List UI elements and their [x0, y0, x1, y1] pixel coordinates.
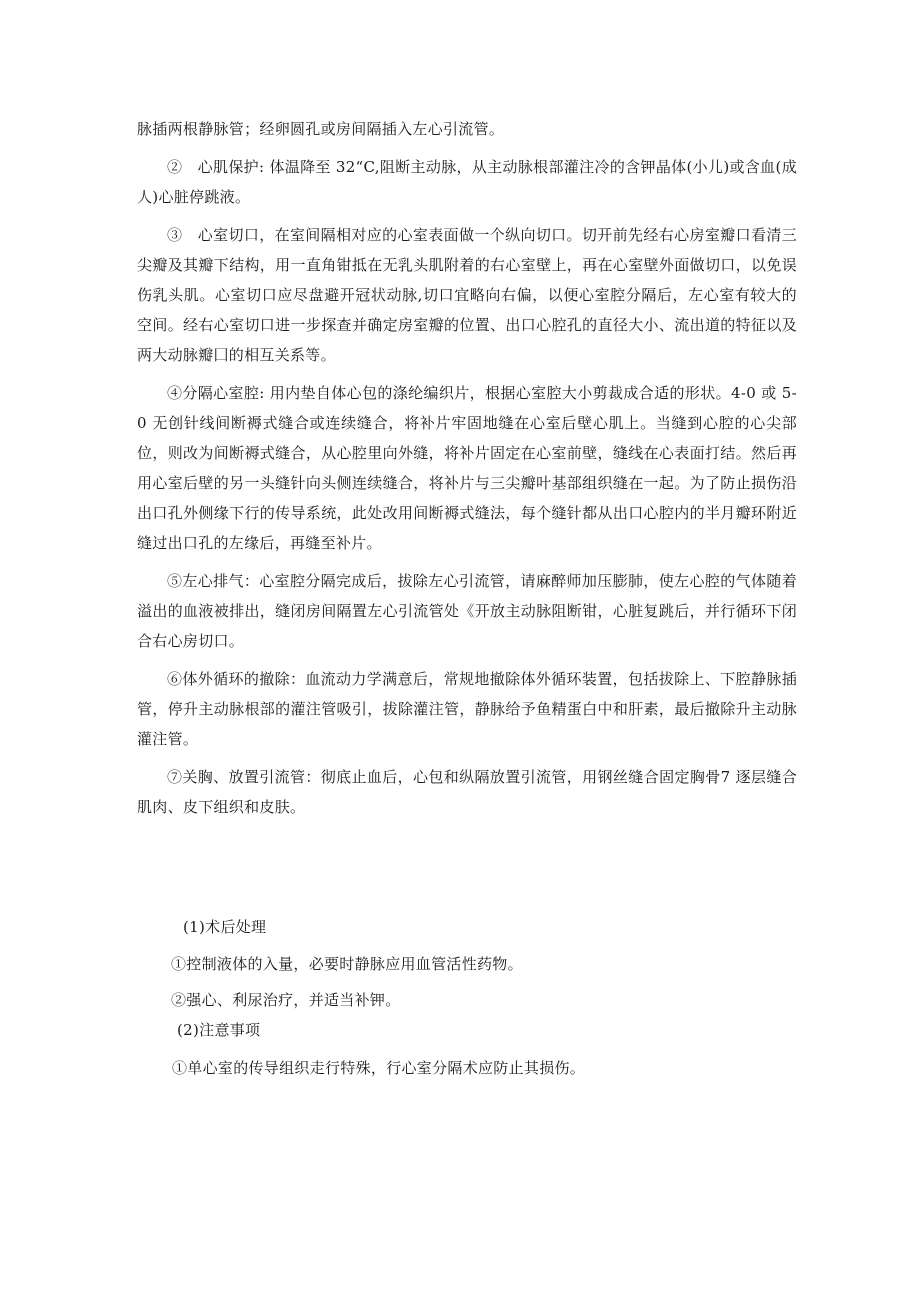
paragraph-ventricular-incision: ③ 心室切口，在室间隔相对应的心室表面做一个纵向切口。切开前先经右心房室瓣口看清三尖瓣及其瓣下结构，用一直角钳抵在无乳头肌附着的右心室壁上，再在心室壁外面做切口，以免误伤乳头肌。心室切口应尽盘避开冠状动脉,切口宜略向右偏，以便心室腔分隔后，左心室有较大的空间。经右心室切口进一步探查并确定房室瓣的位置、出口心腔孔的直径大小、流出道的特征以及两大动脉瓣囗的相互关系等。	[137, 226, 797, 364]
heading-precautions: (2)注意事项	[177, 1021, 261, 1039]
paragraph-myocardial-protection: ② 心肌保护: 体温降至 32“C,阻断主动脉，从主动脉根部灌注冷的含钾晶体(小儿)或含血(成人)心脏停跳液。	[137, 158, 797, 206]
heading-postoperative-care: (1)术后处理	[183, 918, 267, 936]
paragraph-ventricular-septation: ④分隔心室腔: 用内垫自体心包的涤纶编织片，根据心室腔大小剪裁成合适的形状。4-0 或 5-0 无创针线间断褥式缝合或连续缝合，将补片牢固地缝在心室后壁心肌上。当缝到心腔的心尖部位，则改为间断褥式缝合，从心腔里向外缝，将补片固定在心室前壁，缝线在心表面打结。然后再用心室后壁的另一头缝针向头侧连续缝合，将补片与三尖瓣叶基部组织缝在一起。为了防止损伤沿出口孔外侧缘下行的传导系统，此处改用间断褥式缝法，每个缝针都从出口心腔内的半月瓣环附近缝过出口孔的左缘后，再缝至补片。	[137, 384, 797, 552]
paragraph-left-heart-venting: ⑤左心排气：心室腔分隔完成后，拔除左心引流管，请麻醉师加压膨肺，使左心腔的气体随着溢出的血液被排出，缝闭房间隔置左心引流管处《开放主动脉阻断钳，心脏复跳后，并行循环下闭合右心房切口。	[137, 572, 797, 650]
list-item-conduction-tissue: ①单心室的传导组织走行特殊，行心室分隔术应防止其损伤。	[172, 1059, 586, 1077]
paragraph-bypass-removal: ⑥体外循环的撤除：血流动力学满意后，常规地撤除体外循环装置，包括拔除上、下腔静脉插管，停升主动脉根部的灌注管吸引，拔除灌注管，静脉给予鱼精蛋白中和肝素，最后撤除升主动脉灌注管。	[137, 670, 797, 748]
paragraph-continuation: 脉插两根静脉管；经卵圆孔或房间隔插入左心引流管。	[137, 120, 505, 138]
body-text	[137, 114, 797, 822]
list-item-fluid-control: ①控制液体的入量，必要时静脉应用血管活性药物。	[171, 955, 523, 973]
paragraph-chest-closure: ⑦关胸、放置引流管：彻底止血后，心包和纵隔放置引流管，用钢丝缝合固定胸骨7 逐层缝合肌肉、皮下组织和皮肤。	[137, 768, 797, 816]
list-item-cardiotonic-diuretic: ②强心、利尿治疗，并适当补钾。	[171, 991, 401, 1009]
